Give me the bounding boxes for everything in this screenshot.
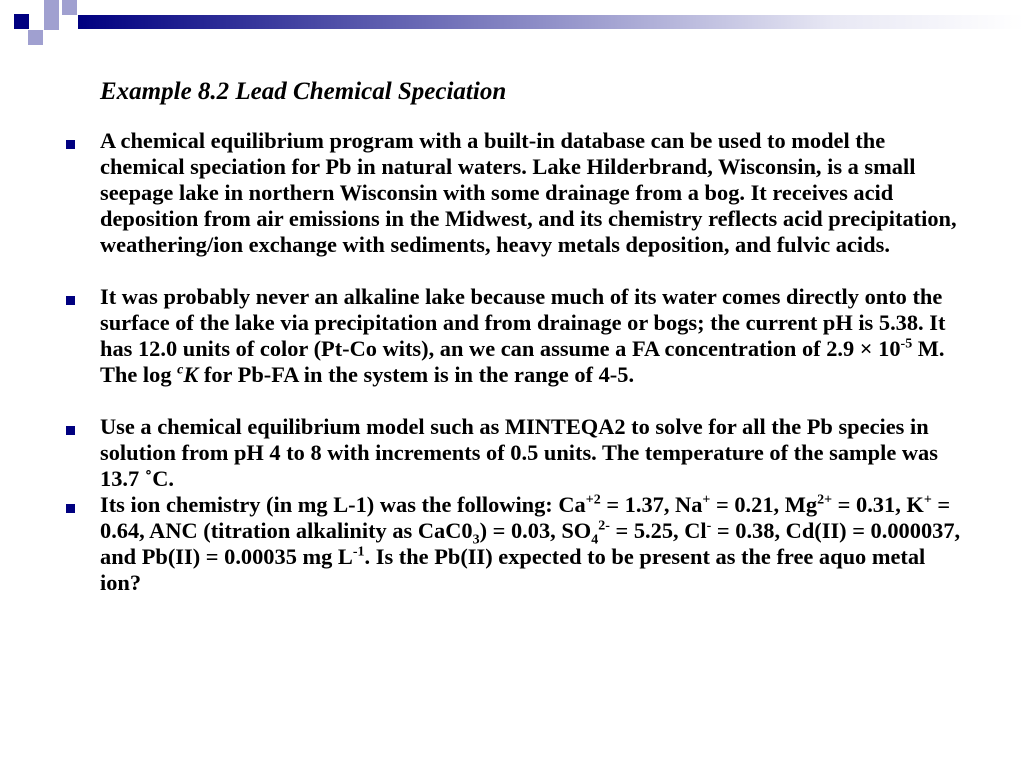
decor-square-2 (44, 0, 59, 15)
bullet-list (60, 128, 970, 596)
text-run: = 0.64, ANC (titration alkalinity as CaC0 (100, 492, 951, 543)
superscript: -5 (900, 336, 913, 352)
text-run: ) = 0.03, SO (479, 518, 592, 543)
text-run: It was probably never an alkaline lake because much of its water comes directly onto the surface of the lake via precipitation and from drainage or bogs; the current pH is 5.38. It has 12.0 units of color (Pt-Co wits), an we can assume a FA concentration of 2.9 × 10 (100, 284, 946, 361)
text-run: . Is the Pb(II) expected to be present as the free aquo metal ion? (100, 544, 926, 595)
text-run: = 0.21, Mg (710, 492, 818, 517)
superscript: + (923, 492, 932, 508)
superscript: - (706, 518, 712, 534)
decor-square-4 (44, 15, 59, 30)
square-bullet-icon (66, 504, 75, 513)
square-bullet-icon (66, 296, 75, 305)
bullet-text (100, 492, 960, 595)
text-run: K (183, 362, 199, 387)
bullet-item-4 (60, 492, 970, 596)
bullet-item-3 (60, 414, 970, 492)
bullet-item-2 (60, 284, 970, 388)
square-bullet-icon (66, 140, 75, 149)
bullet-text: Use a chemical equilibrium model such as MINTEQA2 to solve for all the Pb species in solution from pH 4 to 8 with increments of 0.5 units. The temperature of the sample was 13.7 ˚C. (100, 414, 938, 491)
bullet-item-1 (60, 128, 970, 258)
superscript: 2- (598, 518, 610, 534)
header-decoration (0, 0, 1024, 50)
bullet-text: A chemical equilibrium program with a built-in database can be used to model the chemical speciation for Pb in natural waters. Lake Hilderbrand, Wisconsin, is a small seepage lake in northern Wisconsin with some drainage from a bog. It receives acid deposition from air emissions in the Midwest, and its chemistry reflects acid precipitation, weathering/ion exchange with sediments, heavy metals deposition, and fulvic acids. (100, 128, 957, 257)
bullet-text (100, 284, 945, 387)
decor-square-1 (14, 14, 29, 29)
text-run: for Pb-FA in the system is in the range of 4-5. (198, 362, 635, 387)
decor-square-3 (62, 0, 77, 15)
subscript: 3 (472, 532, 480, 548)
text-run: = 5.25, Cl (609, 518, 707, 543)
superscript: 2+ (817, 492, 833, 508)
subscript: 4 (591, 532, 599, 548)
text-run: Its ion chemistry (in mg L-1) was the following: Ca (100, 492, 586, 517)
decor-square-5 (62, 15, 77, 30)
superscript: -1 (352, 544, 365, 560)
superscript: c (177, 362, 184, 378)
text-run: M. The log (100, 336, 945, 387)
decor-square-6 (28, 30, 43, 45)
superscript: + (702, 492, 711, 508)
superscript: +2 (585, 492, 601, 508)
text-run: = 0.38, Cd(II) = 0.000037, and Pb(II) = 0.00035 mg L (100, 518, 961, 569)
square-bullet-icon (66, 426, 75, 435)
text-run: = 0.31, K (832, 492, 924, 517)
slide-title: Example 8.2 Lead Chemical Speciation (100, 78, 507, 105)
text-run: = 1.37, Na (600, 492, 703, 517)
header-gradient-bar (78, 15, 1024, 29)
